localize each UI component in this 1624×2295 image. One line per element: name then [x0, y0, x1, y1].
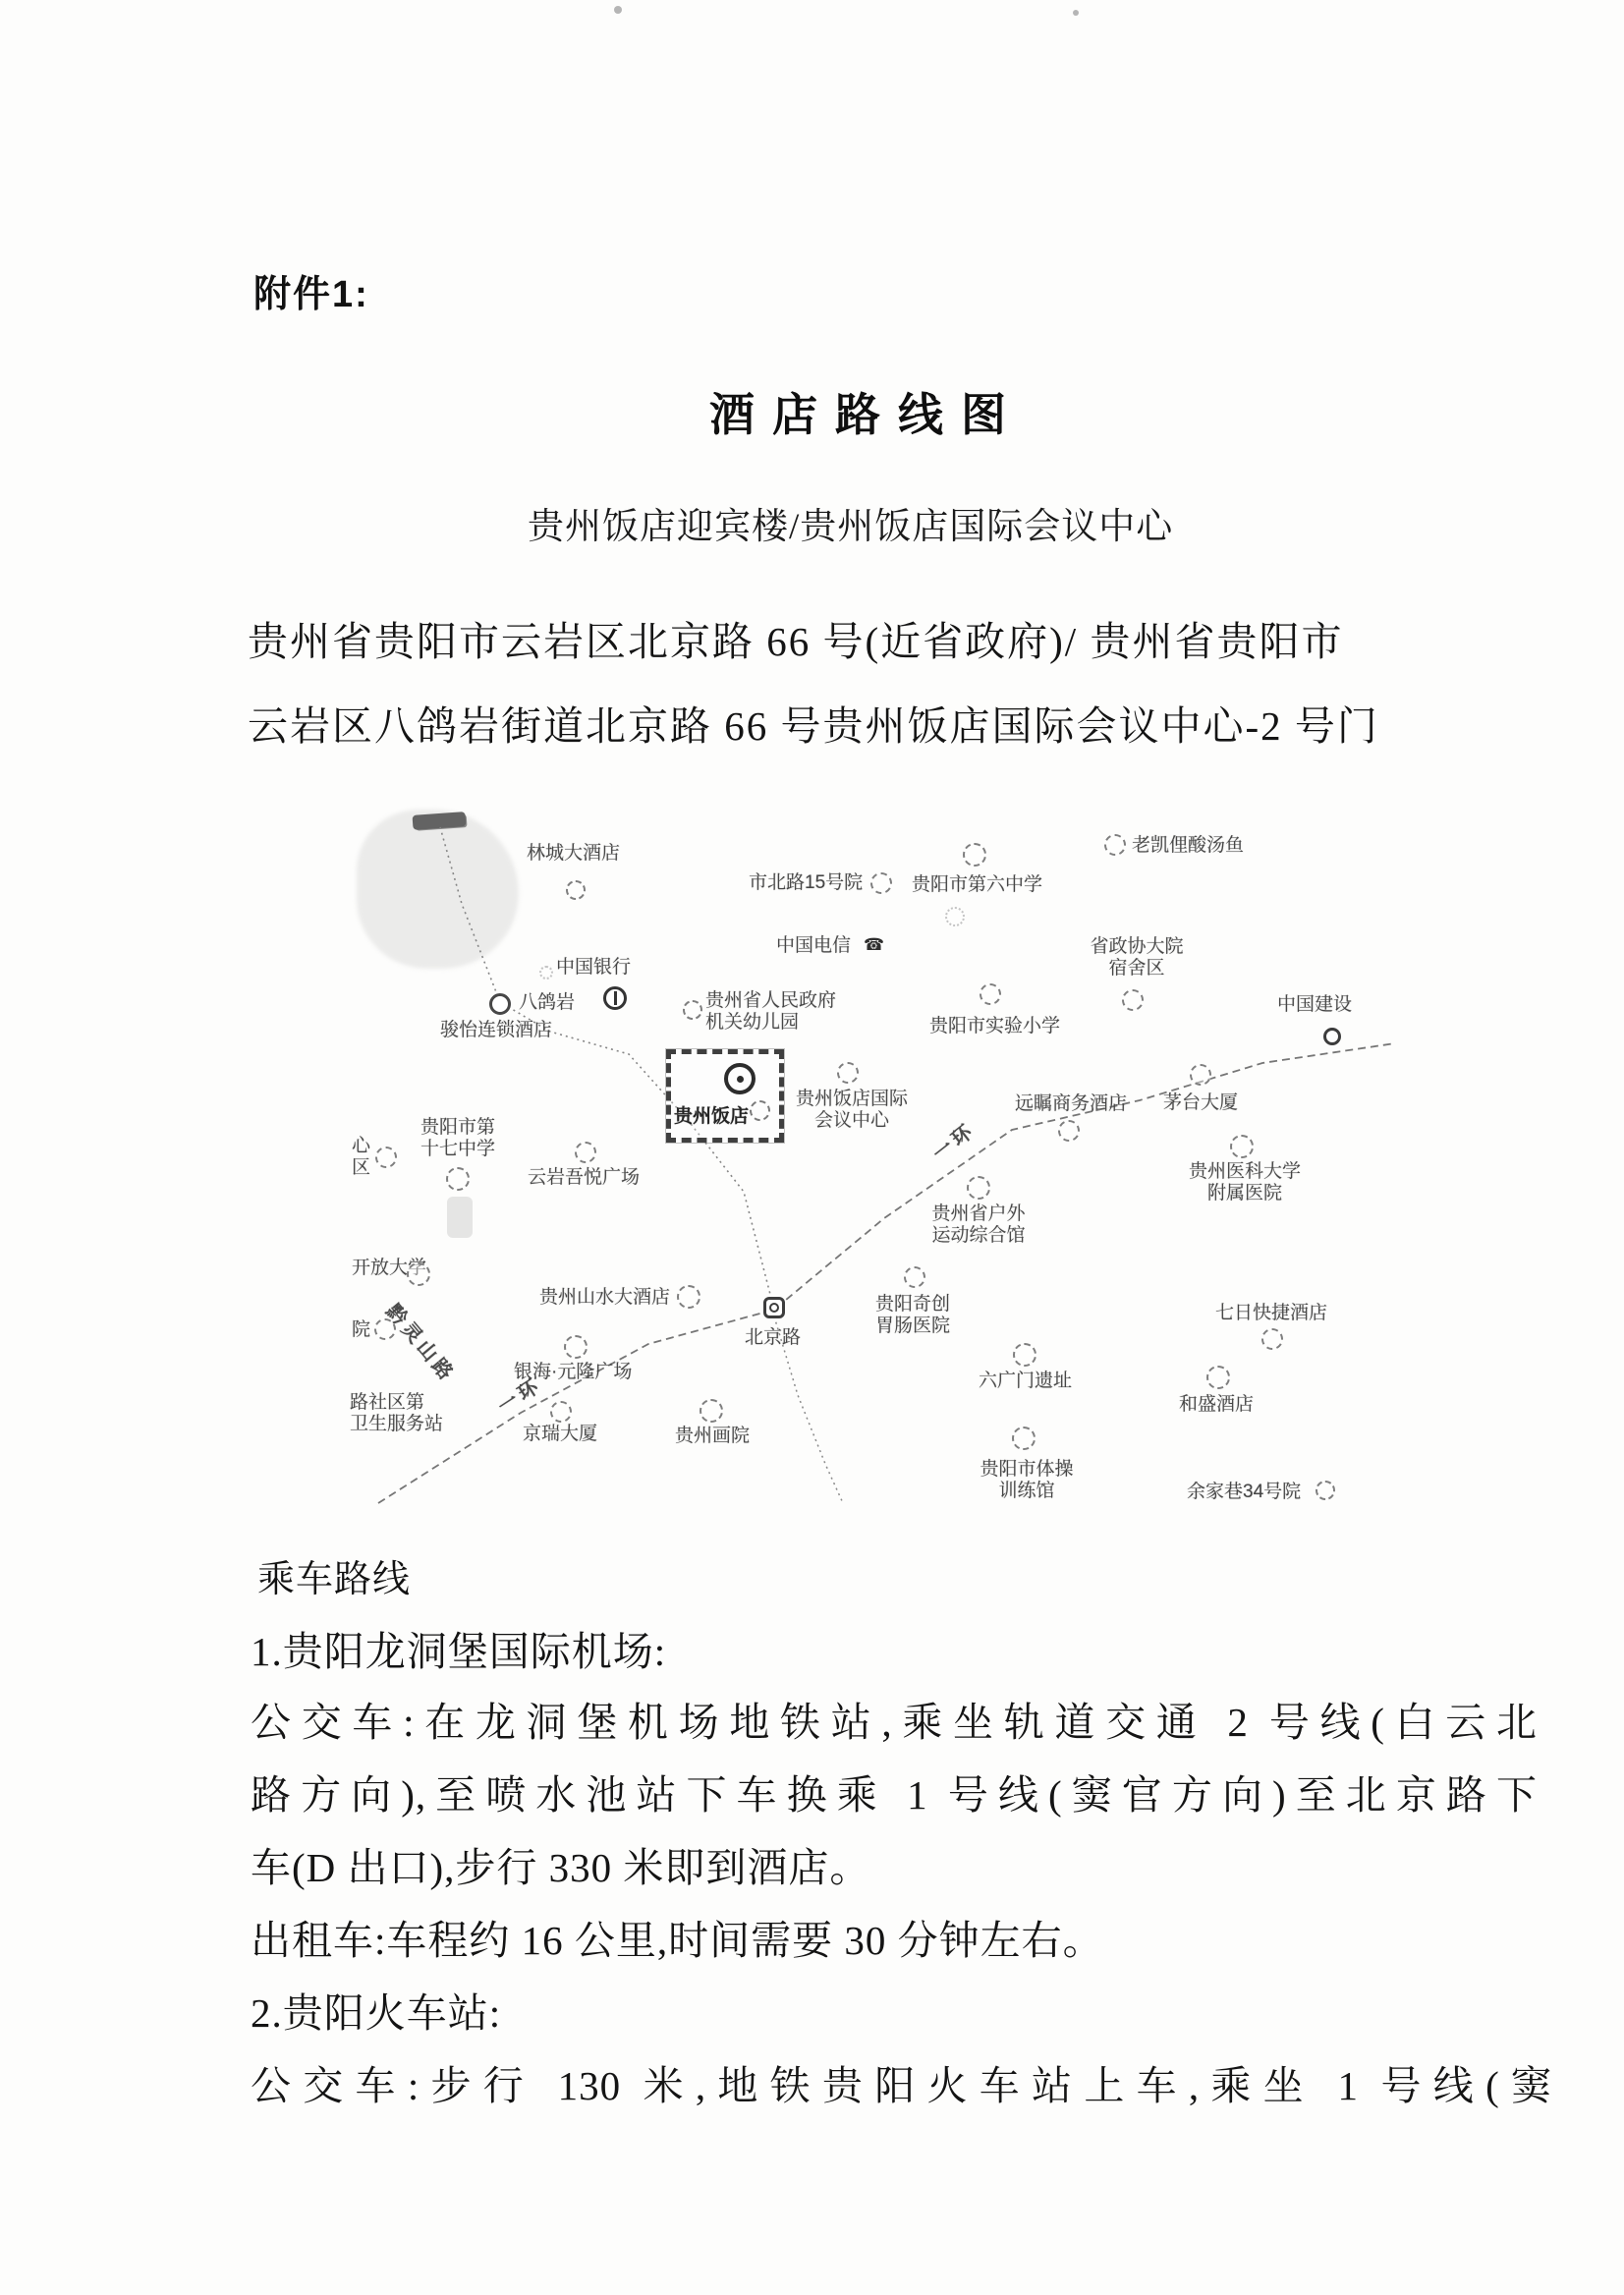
hotel-highlight-box [666, 1049, 784, 1143]
map-poi-label: 贵州饭店国际 会议中心 [795, 1089, 908, 1131]
poi-circle-icon [1323, 1028, 1341, 1045]
directions-item1-title: 1.贵阳龙洞堡国际机场: [251, 1629, 667, 1674]
metro-station-icon [763, 1297, 785, 1318]
road-label: 一环 [928, 1119, 980, 1166]
map-poi-label: 余家巷34号院 [1187, 1482, 1302, 1502]
map-poi-label: 老凯俚酸汤鱼 [1132, 835, 1245, 856]
page-title: 酒店路线图 [709, 389, 1024, 440]
poi-circle-icon [446, 1167, 470, 1191]
map-poi-label: 七日快捷酒店 [1215, 1303, 1328, 1323]
hotel-marker-icon [724, 1063, 756, 1094]
poi-circle-icon [677, 1285, 700, 1309]
poi-circle-icon [564, 1335, 588, 1359]
directions-item2-title: 2.贵阳火车站: [251, 1990, 502, 2036]
map-poi-label: 市北路15号院 [749, 872, 864, 893]
poi-circle-icon [837, 1062, 859, 1084]
poi-circle-icon [963, 843, 986, 867]
map-poi-label: 贵州省户外 运动综合馆 [931, 1203, 1026, 1246]
map-poi-label: 贵州医科大学 附属医院 [1188, 1161, 1301, 1203]
map-poi-label: 北京路 [745, 1327, 802, 1348]
map-poi-label: 贵州画院 [675, 1426, 751, 1446]
map-poi-label: 开放大学 [352, 1258, 427, 1278]
attachment-label: 附件1: [253, 274, 369, 315]
map-poi-label: 和盛酒店 [1179, 1394, 1255, 1415]
map-poi-label: 中国银行 [556, 957, 632, 978]
poi-circle-icon [1261, 1328, 1283, 1350]
poi-circle-icon [1206, 1366, 1230, 1389]
poi-circle-icon [945, 907, 965, 926]
map-smudge [447, 1197, 473, 1238]
road-label: 黔灵山路 [381, 1300, 460, 1387]
poi-circle-icon [575, 1142, 596, 1163]
map-poi-label: 贵州省人民政府 机关幼儿园 [705, 990, 837, 1033]
map-poi-label: 院 [352, 1319, 371, 1340]
map-poi-label: 云岩吾悦广场 [528, 1167, 641, 1188]
map-poi-label: 贵州山水大酒店 [539, 1287, 671, 1308]
poi-circle-icon [1013, 1343, 1036, 1367]
scan-speck [1073, 10, 1079, 16]
poi-circle-icon [1230, 1135, 1254, 1158]
poi-circle-icon [374, 1318, 396, 1340]
directions-line: 路方向),至喷水池站下车换乘 1 号线(窦官方向)至北京路下 [251, 1772, 1538, 1818]
directions-line: 公交车:在龙洞堡机场地铁站,乘坐轨道交通 2 号线(白云北 [251, 1700, 1538, 1745]
poi-circle-icon [550, 1401, 572, 1423]
poi-circle-icon [967, 1176, 990, 1200]
subtitle: 贵州饭店迎宾楼/贵州饭店国际会议中心 [528, 507, 1174, 547]
map-poi-label: 六广门遗址 [979, 1371, 1073, 1391]
map-poi-label: 省政协大院 宿舍区 [1090, 936, 1184, 979]
hotel-label: 贵州饭店 [674, 1106, 750, 1127]
map-poi-label: 中国建设 [1277, 994, 1353, 1015]
map-poi-label: 远瞩商务酒店 [1015, 1093, 1128, 1114]
map-poi-label: 贵阳市第六中学 [912, 874, 1043, 895]
map-poi-label: 贵阳市体操 训练馆 [980, 1459, 1074, 1501]
poi-circle-icon [683, 1000, 702, 1020]
directions-line: 公交车:步行 130 米,地铁贵阳火车站上车,乘坐 1 号线(窦 [251, 2063, 1552, 2108]
poi-circle-icon [1316, 1481, 1335, 1500]
map-poi-label: 贵阳奇创 胃肠医院 [874, 1294, 950, 1336]
directions-line: 车(D 出口),步行 330 米即到酒店。 [251, 1845, 871, 1890]
road-label: 一环 [494, 1373, 546, 1419]
poi-circle-icon [750, 1100, 770, 1121]
poi-circle-icon [375, 1147, 397, 1168]
park-area [357, 810, 519, 969]
directions-line: 出租车:车程约 16 公里,时间需要 30 分钟左右。 [251, 1918, 1104, 1963]
address-line-2: 云岩区八鸽岩街道北京路 66 号贵州饭店国际会议中心-2 号门 [248, 703, 1379, 749]
map-poi-label: 茅台大厦 [1163, 1092, 1239, 1113]
metro-station-icon [489, 993, 511, 1015]
phone-icon: ☎ [864, 935, 885, 955]
map-poi-label: 骏怡连锁酒店 [440, 1020, 553, 1040]
map-poi-label: 八鸽岩 [519, 992, 576, 1013]
map-poi-label: 京瑞大厦 [523, 1424, 598, 1444]
poi-circle-icon [566, 880, 586, 900]
poi-circle-icon [870, 872, 892, 894]
map-poi-label: 心 区 [352, 1136, 371, 1178]
map-poi-label: 银海·元隆广场 [514, 1362, 633, 1382]
poi-circle-icon [1104, 834, 1126, 856]
poi-circle-icon [1012, 1427, 1036, 1450]
poi-circle-icon [407, 1262, 430, 1286]
map-roads [344, 806, 1415, 1523]
map-hatch-mark [413, 812, 467, 830]
directions-heading: 乘车路线 [257, 1559, 412, 1600]
bank-icon [603, 986, 627, 1010]
map-poi-label: 林城大酒店 [527, 843, 621, 864]
poi-circle-icon [1190, 1064, 1211, 1086]
poi-circle-icon [539, 966, 553, 980]
poi-circle-icon [1122, 989, 1144, 1011]
poi-circle-icon [1058, 1120, 1080, 1142]
map-poi-label: 中国电信 [776, 935, 852, 956]
address-line-1: 贵州省贵阳市云岩区北京路 66 号(近省政府)/ 贵州省贵阳市 [248, 619, 1344, 664]
poi-circle-icon [980, 983, 1001, 1005]
map-poi-label: 路社区第 卫生服务站 [350, 1392, 444, 1434]
map-poi-label: 贵阳市实验小学 [929, 1016, 1061, 1036]
scan-speck [614, 6, 622, 14]
map-poi-label: 贵阳市第 十七中学 [420, 1117, 495, 1159]
poi-circle-icon [904, 1266, 925, 1288]
poi-circle-icon [700, 1399, 723, 1423]
